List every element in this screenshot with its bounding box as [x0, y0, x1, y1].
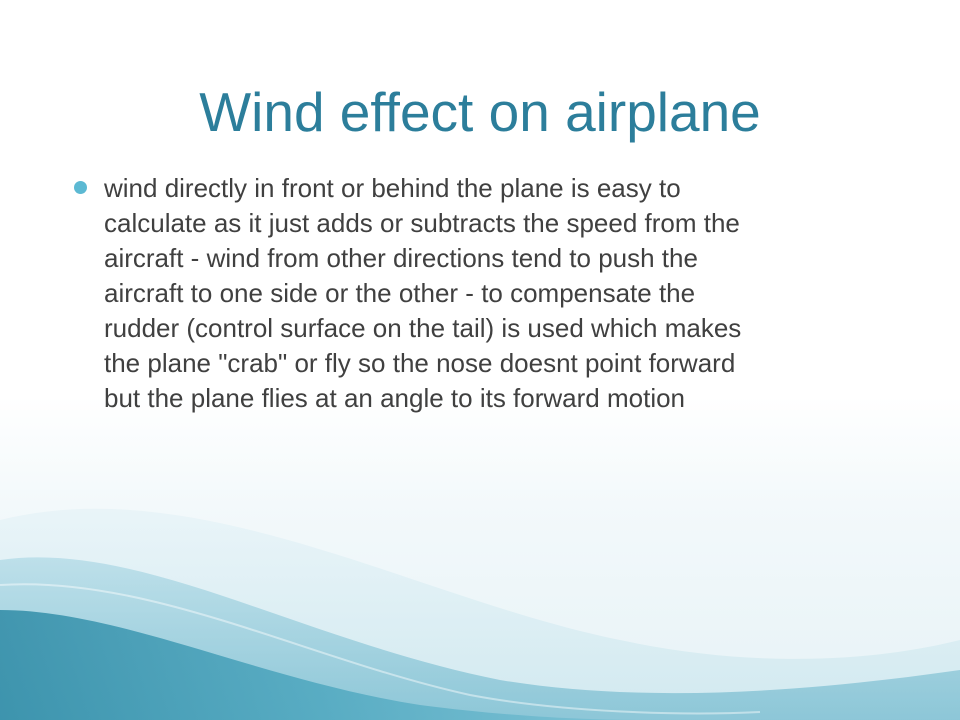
bullet-line: wind directly in front or behind the plane is easy to [104, 173, 681, 203]
bullet-item [74, 171, 904, 416]
bullet-line: aircraft - wind from other directions tend to push the [104, 243, 698, 273]
bullet-line: calculate as it just adds or subtracts the speed from the [104, 208, 740, 238]
slide-title: Wind effect on airplane [199, 81, 761, 143]
bullet-line: the plane "crab" or fly so the nose doesnt point forward [104, 348, 736, 378]
bullet-dot-icon [74, 181, 87, 194]
bullet-line: but the plane flies at an angle to its forward motion [104, 383, 686, 413]
bullet-line: aircraft to one side or the other - to compensate the [104, 278, 696, 308]
bullet-line: rudder (control surface on the tail) is used which makes [104, 313, 742, 343]
bullet-list [74, 171, 904, 416]
